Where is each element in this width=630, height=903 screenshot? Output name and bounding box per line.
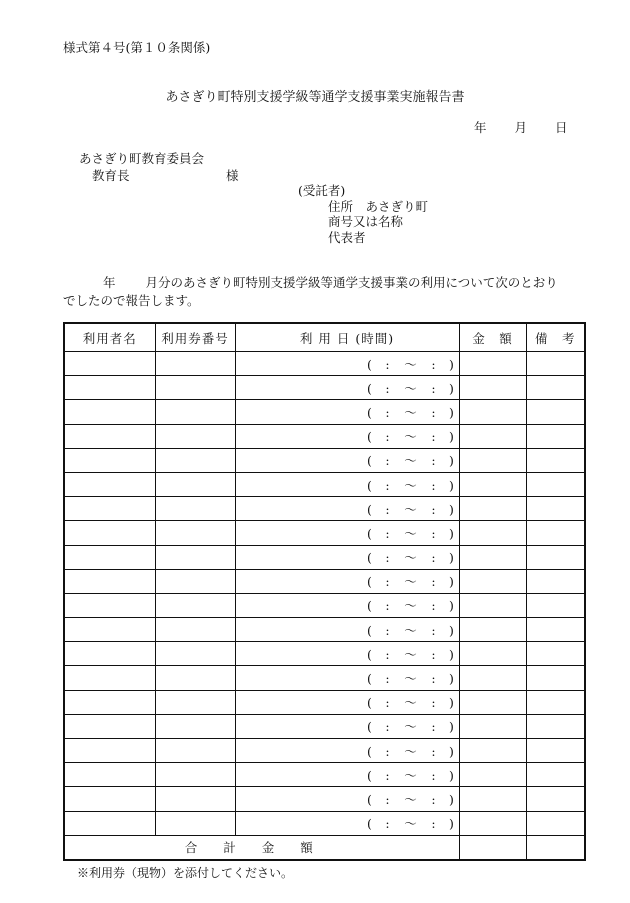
usage-date-cell[interactable] (235, 690, 459, 714)
time-template-mark: 〜 (404, 646, 417, 662)
time-template-mark: 〜 (404, 719, 417, 735)
time-template-mark: : (385, 671, 390, 687)
time-template-mark: ) (449, 380, 454, 396)
trustee-label: (受託者) (298, 183, 346, 198)
time-template-mark: ) (449, 429, 454, 445)
user-name-cell[interactable] (64, 714, 155, 738)
user-name-cell[interactable] (64, 497, 155, 521)
ticket-number-cell[interactable] (155, 714, 235, 738)
time-template-mark: ) (449, 816, 454, 832)
ticket-number-cell[interactable] (155, 400, 235, 424)
user-name-cell[interactable] (64, 400, 155, 424)
time-template-mark: ) (449, 525, 454, 541)
statement-text: 月分のあさぎり町特別支援学級等通学支援事業の利用について次のとおりでしたので報告します。 (63, 275, 558, 308)
addressee-honorific: 様 (226, 168, 239, 183)
time-template-mark: : (431, 404, 436, 420)
amount-cell[interactable] (459, 352, 526, 376)
time-template-mark: ( (367, 429, 372, 445)
time-template-mark: : (385, 429, 390, 445)
time-template-mark: ) (449, 501, 454, 517)
time-template-mark: : (431, 622, 436, 638)
time-template-mark: ) (449, 404, 454, 420)
amount-cell[interactable] (459, 376, 526, 400)
time-template-mark: ) (449, 356, 454, 372)
ticket-number-cell[interactable] (155, 763, 235, 787)
time-template-mark: ( (367, 380, 372, 396)
time-template-mark: : (431, 767, 436, 783)
time-template-mark: 〜 (404, 816, 417, 832)
time-template-mark: : (385, 598, 390, 614)
remarks-cell[interactable] (526, 763, 585, 787)
time-template-mark: : (385, 767, 390, 783)
header-ticket-number: 利用券番号 (155, 323, 235, 352)
user-name-cell[interactable] (64, 569, 155, 593)
usage-date-cell[interactable] (235, 618, 459, 642)
time-template-mark: 〜 (404, 477, 417, 493)
usage-date-cell[interactable] (235, 400, 459, 424)
amount-cell[interactable] (459, 593, 526, 617)
header-usage-date: 利 用 日 (時間) (235, 323, 459, 352)
time-template-mark: 〜 (404, 404, 417, 420)
user-name-cell[interactable] (64, 376, 155, 400)
time-template-mark: ( (367, 695, 372, 711)
time-template-mark: : (431, 743, 436, 759)
time-template-mark: ( (367, 671, 372, 687)
amount-cell[interactable] (459, 472, 526, 496)
time-template-mark: ) (449, 574, 454, 590)
time-template-mark: ) (449, 598, 454, 614)
table-row (64, 763, 585, 787)
time-template-mark: ( (367, 622, 372, 638)
time-template-mark: ) (449, 791, 454, 807)
addressee-position: 教育長 (92, 168, 130, 183)
time-template-mark: ( (367, 550, 372, 566)
time-template-mark: 〜 (404, 767, 417, 783)
usage-date-cell[interactable] (235, 666, 459, 690)
time-template-mark: : (385, 550, 390, 566)
time-template-mark: ( (367, 404, 372, 420)
amount-cell[interactable] (459, 545, 526, 569)
amount-cell[interactable] (459, 400, 526, 424)
time-template-mark: 〜 (404, 380, 417, 396)
time-template-mark: ) (449, 646, 454, 662)
ticket-number-cell[interactable] (155, 521, 235, 545)
remarks-cell[interactable] (526, 666, 585, 690)
amount-cell[interactable] (459, 739, 526, 763)
time-template-mark: ) (449, 622, 454, 638)
time-template-mark: : (431, 525, 436, 541)
time-template-mark: ) (449, 477, 454, 493)
user-name-cell[interactable] (64, 787, 155, 811)
form-number: 様式第４号(第１０条関係) (63, 40, 211, 55)
ticket-number-cell[interactable] (155, 376, 235, 400)
time-template-mark: : (431, 598, 436, 614)
user-name-cell[interactable] (64, 472, 155, 496)
statement-year: 年 (103, 275, 116, 290)
time-template-mark: : (385, 574, 390, 590)
time-template-mark: ( (367, 816, 372, 832)
remarks-cell[interactable] (526, 521, 585, 545)
addressee-org: あさぎり町教育委員会 (79, 151, 205, 166)
time-template-mark: : (385, 622, 390, 638)
table-header-row (64, 323, 585, 352)
time-template-mark: ) (449, 719, 454, 735)
time-template-mark: : (385, 743, 390, 759)
time-template-mark: : (431, 429, 436, 445)
user-name-cell[interactable] (64, 593, 155, 617)
user-name-cell[interactable] (64, 642, 155, 666)
time-template-mark: 〜 (404, 453, 417, 469)
usage-date-cell[interactable] (235, 811, 459, 835)
time-template-mark: 〜 (404, 525, 417, 541)
usage-date-cell[interactable] (235, 521, 459, 545)
ticket-number-cell[interactable] (155, 497, 235, 521)
time-template-mark: : (431, 380, 436, 396)
table-row (64, 593, 585, 617)
usage-date-cell[interactable] (235, 424, 459, 448)
header-amount: 金 額 (459, 323, 526, 352)
amount-cell[interactable] (459, 787, 526, 811)
time-template-mark: 〜 (404, 671, 417, 687)
usage-date-cell[interactable] (235, 569, 459, 593)
header-user-name: 利用者名 (64, 323, 155, 352)
amount-cell[interactable] (459, 448, 526, 472)
time-template-mark: ( (367, 767, 372, 783)
table-row (64, 472, 585, 496)
time-template-mark: : (385, 380, 390, 396)
ticket-number-cell[interactable] (155, 811, 235, 835)
time-template-mark: 〜 (404, 695, 417, 711)
time-template-mark: ( (367, 501, 372, 517)
time-template-mark: ( (367, 791, 372, 807)
table-row (64, 448, 585, 472)
usage-date-cell[interactable] (235, 763, 459, 787)
usage-date-cell[interactable] (235, 593, 459, 617)
remarks-cell[interactable] (526, 376, 585, 400)
ticket-number-cell[interactable] (155, 666, 235, 690)
time-template-mark: : (385, 525, 390, 541)
remarks-cell[interactable] (526, 690, 585, 714)
table-row (64, 521, 585, 545)
ticket-number-cell[interactable] (155, 787, 235, 811)
remarks-cell[interactable] (526, 424, 585, 448)
ticket-number-cell[interactable] (155, 739, 235, 763)
time-template-mark: ) (449, 453, 454, 469)
ticket-number-cell[interactable] (155, 569, 235, 593)
time-template-mark: : (431, 646, 436, 662)
usage-date-cell[interactable] (235, 376, 459, 400)
amount-cell[interactable] (459, 666, 526, 690)
usage-date-cell[interactable] (235, 352, 459, 376)
time-template-mark: : (431, 719, 436, 735)
remarks-cell[interactable] (526, 593, 585, 617)
trustee-representative: 代表者 (328, 230, 366, 245)
remarks-cell[interactable] (526, 714, 585, 738)
ticket-number-cell[interactable] (155, 472, 235, 496)
ticket-number-cell[interactable] (155, 618, 235, 642)
time-template-mark: ( (367, 525, 372, 541)
time-template-mark: ( (367, 598, 372, 614)
report-date (474, 120, 568, 135)
time-template-mark: : (385, 453, 390, 469)
table-row (64, 642, 585, 666)
remarks-cell[interactable] (526, 618, 585, 642)
time-template-mark: ( (367, 719, 372, 735)
time-template-mark: : (385, 816, 390, 832)
usage-table (63, 322, 586, 861)
table-row (64, 352, 585, 376)
remarks-cell[interactable] (526, 448, 585, 472)
amount-cell[interactable] (459, 521, 526, 545)
user-name-cell[interactable] (64, 763, 155, 787)
usage-date-cell[interactable] (235, 739, 459, 763)
trustee-address: 住所 あさぎり町 (328, 199, 429, 214)
time-template-mark: ) (449, 743, 454, 759)
total-amount-cell[interactable] (459, 835, 526, 860)
time-template-mark: : (431, 501, 436, 517)
time-template-mark: : (385, 501, 390, 517)
time-template-mark: : (385, 356, 390, 372)
remarks-cell[interactable] (526, 472, 585, 496)
usage-date-cell[interactable] (235, 545, 459, 569)
table-row (64, 545, 585, 569)
time-template-mark: 〜 (404, 429, 417, 445)
amount-cell[interactable] (459, 763, 526, 787)
header-remarks: 備 考 (526, 323, 585, 352)
date-month: 月 (514, 120, 528, 135)
table-row (64, 690, 585, 714)
time-template-mark: ( (367, 356, 372, 372)
time-template-mark: 〜 (404, 622, 417, 638)
total-remarks-cell[interactable] (526, 835, 585, 860)
time-template-mark: : (385, 791, 390, 807)
time-template-mark: 〜 (404, 550, 417, 566)
table-row (64, 787, 585, 811)
time-template-mark: : (431, 356, 436, 372)
usage-date-cell[interactable] (235, 787, 459, 811)
trustee-name: 商号又は名称 (328, 214, 404, 229)
time-template-mark: ) (449, 550, 454, 566)
usage-date-cell[interactable] (235, 448, 459, 472)
time-template-mark: : (385, 477, 390, 493)
user-name-cell[interactable] (64, 545, 155, 569)
time-template-mark: : (431, 574, 436, 590)
ticket-number-cell[interactable] (155, 593, 235, 617)
remarks-cell[interactable] (526, 545, 585, 569)
time-template-mark: 〜 (404, 598, 417, 614)
time-template-mark: : (431, 550, 436, 566)
time-template-mark: 〜 (404, 501, 417, 517)
usage-date-cell[interactable] (235, 642, 459, 666)
time-template-mark: ) (449, 767, 454, 783)
table-row (64, 497, 585, 521)
date-day: 日 (555, 120, 568, 135)
remarks-cell[interactable] (526, 787, 585, 811)
ticket-number-cell[interactable] (155, 448, 235, 472)
time-template-mark: ) (449, 695, 454, 711)
user-name-cell[interactable] (64, 690, 155, 714)
ticket-number-cell[interactable] (155, 545, 235, 569)
ticket-number-cell[interactable] (155, 424, 235, 448)
time-template-mark: ( (367, 477, 372, 493)
time-template-mark: : (385, 719, 390, 735)
time-template-mark: 〜 (404, 743, 417, 759)
date-year: 年 (474, 120, 487, 135)
amount-cell[interactable] (459, 642, 526, 666)
remarks-cell[interactable] (526, 497, 585, 521)
attachment-note: ※利用券（現物）を添付してください。 (77, 866, 294, 880)
remarks-cell[interactable] (526, 569, 585, 593)
time-template-mark: ) (449, 671, 454, 687)
usage-date-cell[interactable] (235, 472, 459, 496)
time-template-mark: : (431, 671, 436, 687)
ticket-number-cell[interactable] (155, 352, 235, 376)
user-name-cell[interactable] (64, 521, 155, 545)
table-row (64, 569, 585, 593)
time-template-mark: : (385, 695, 390, 711)
amount-cell[interactable] (459, 497, 526, 521)
user-name-cell[interactable] (64, 811, 155, 835)
usage-date-cell[interactable] (235, 714, 459, 738)
table-row (64, 714, 585, 738)
usage-date-cell[interactable] (235, 497, 459, 521)
amount-cell[interactable] (459, 690, 526, 714)
amount-cell[interactable] (459, 714, 526, 738)
amount-cell[interactable] (459, 618, 526, 642)
user-name-cell[interactable] (64, 352, 155, 376)
total-amount-label: 合計金額 (64, 835, 459, 860)
time-template-mark: : (431, 791, 436, 807)
time-template-mark: 〜 (404, 574, 417, 590)
time-template-mark: : (431, 453, 436, 469)
time-template-mark: ( (367, 574, 372, 590)
remarks-cell[interactable] (526, 400, 585, 424)
user-name-cell[interactable] (64, 448, 155, 472)
time-template-mark: ( (367, 646, 372, 662)
table-row (64, 811, 585, 835)
table-row (64, 739, 585, 763)
remarks-cell[interactable] (526, 811, 585, 835)
user-name-cell[interactable] (64, 424, 155, 448)
table-row (64, 400, 585, 424)
table-row (64, 618, 585, 642)
time-template-mark: : (431, 695, 436, 711)
time-template-mark: : (431, 477, 436, 493)
time-template-mark: ( (367, 453, 372, 469)
amount-cell[interactable] (459, 424, 526, 448)
ticket-number-cell[interactable] (155, 690, 235, 714)
amount-cell[interactable] (459, 569, 526, 593)
time-template-mark: : (385, 404, 390, 420)
table-row (64, 666, 585, 690)
table-row (64, 376, 585, 400)
time-template-mark: : (385, 646, 390, 662)
document-title: あさぎり町特別支援学級等通学支援事業実施報告書 (165, 90, 465, 105)
amount-cell[interactable] (459, 811, 526, 835)
time-template-mark: 〜 (404, 356, 417, 372)
remarks-cell[interactable] (526, 739, 585, 763)
time-template-mark: 〜 (404, 791, 417, 807)
remarks-cell[interactable] (526, 352, 585, 376)
report-statement (63, 274, 568, 309)
user-name-cell[interactable] (64, 739, 155, 763)
user-name-cell[interactable] (64, 618, 155, 642)
time-template-mark: : (431, 816, 436, 832)
time-template-mark: ( (367, 743, 372, 759)
total-row (64, 835, 585, 860)
table-row (64, 424, 585, 448)
user-name-cell[interactable] (64, 666, 155, 690)
ticket-number-cell[interactable] (155, 642, 235, 666)
remarks-cell[interactable] (526, 642, 585, 666)
